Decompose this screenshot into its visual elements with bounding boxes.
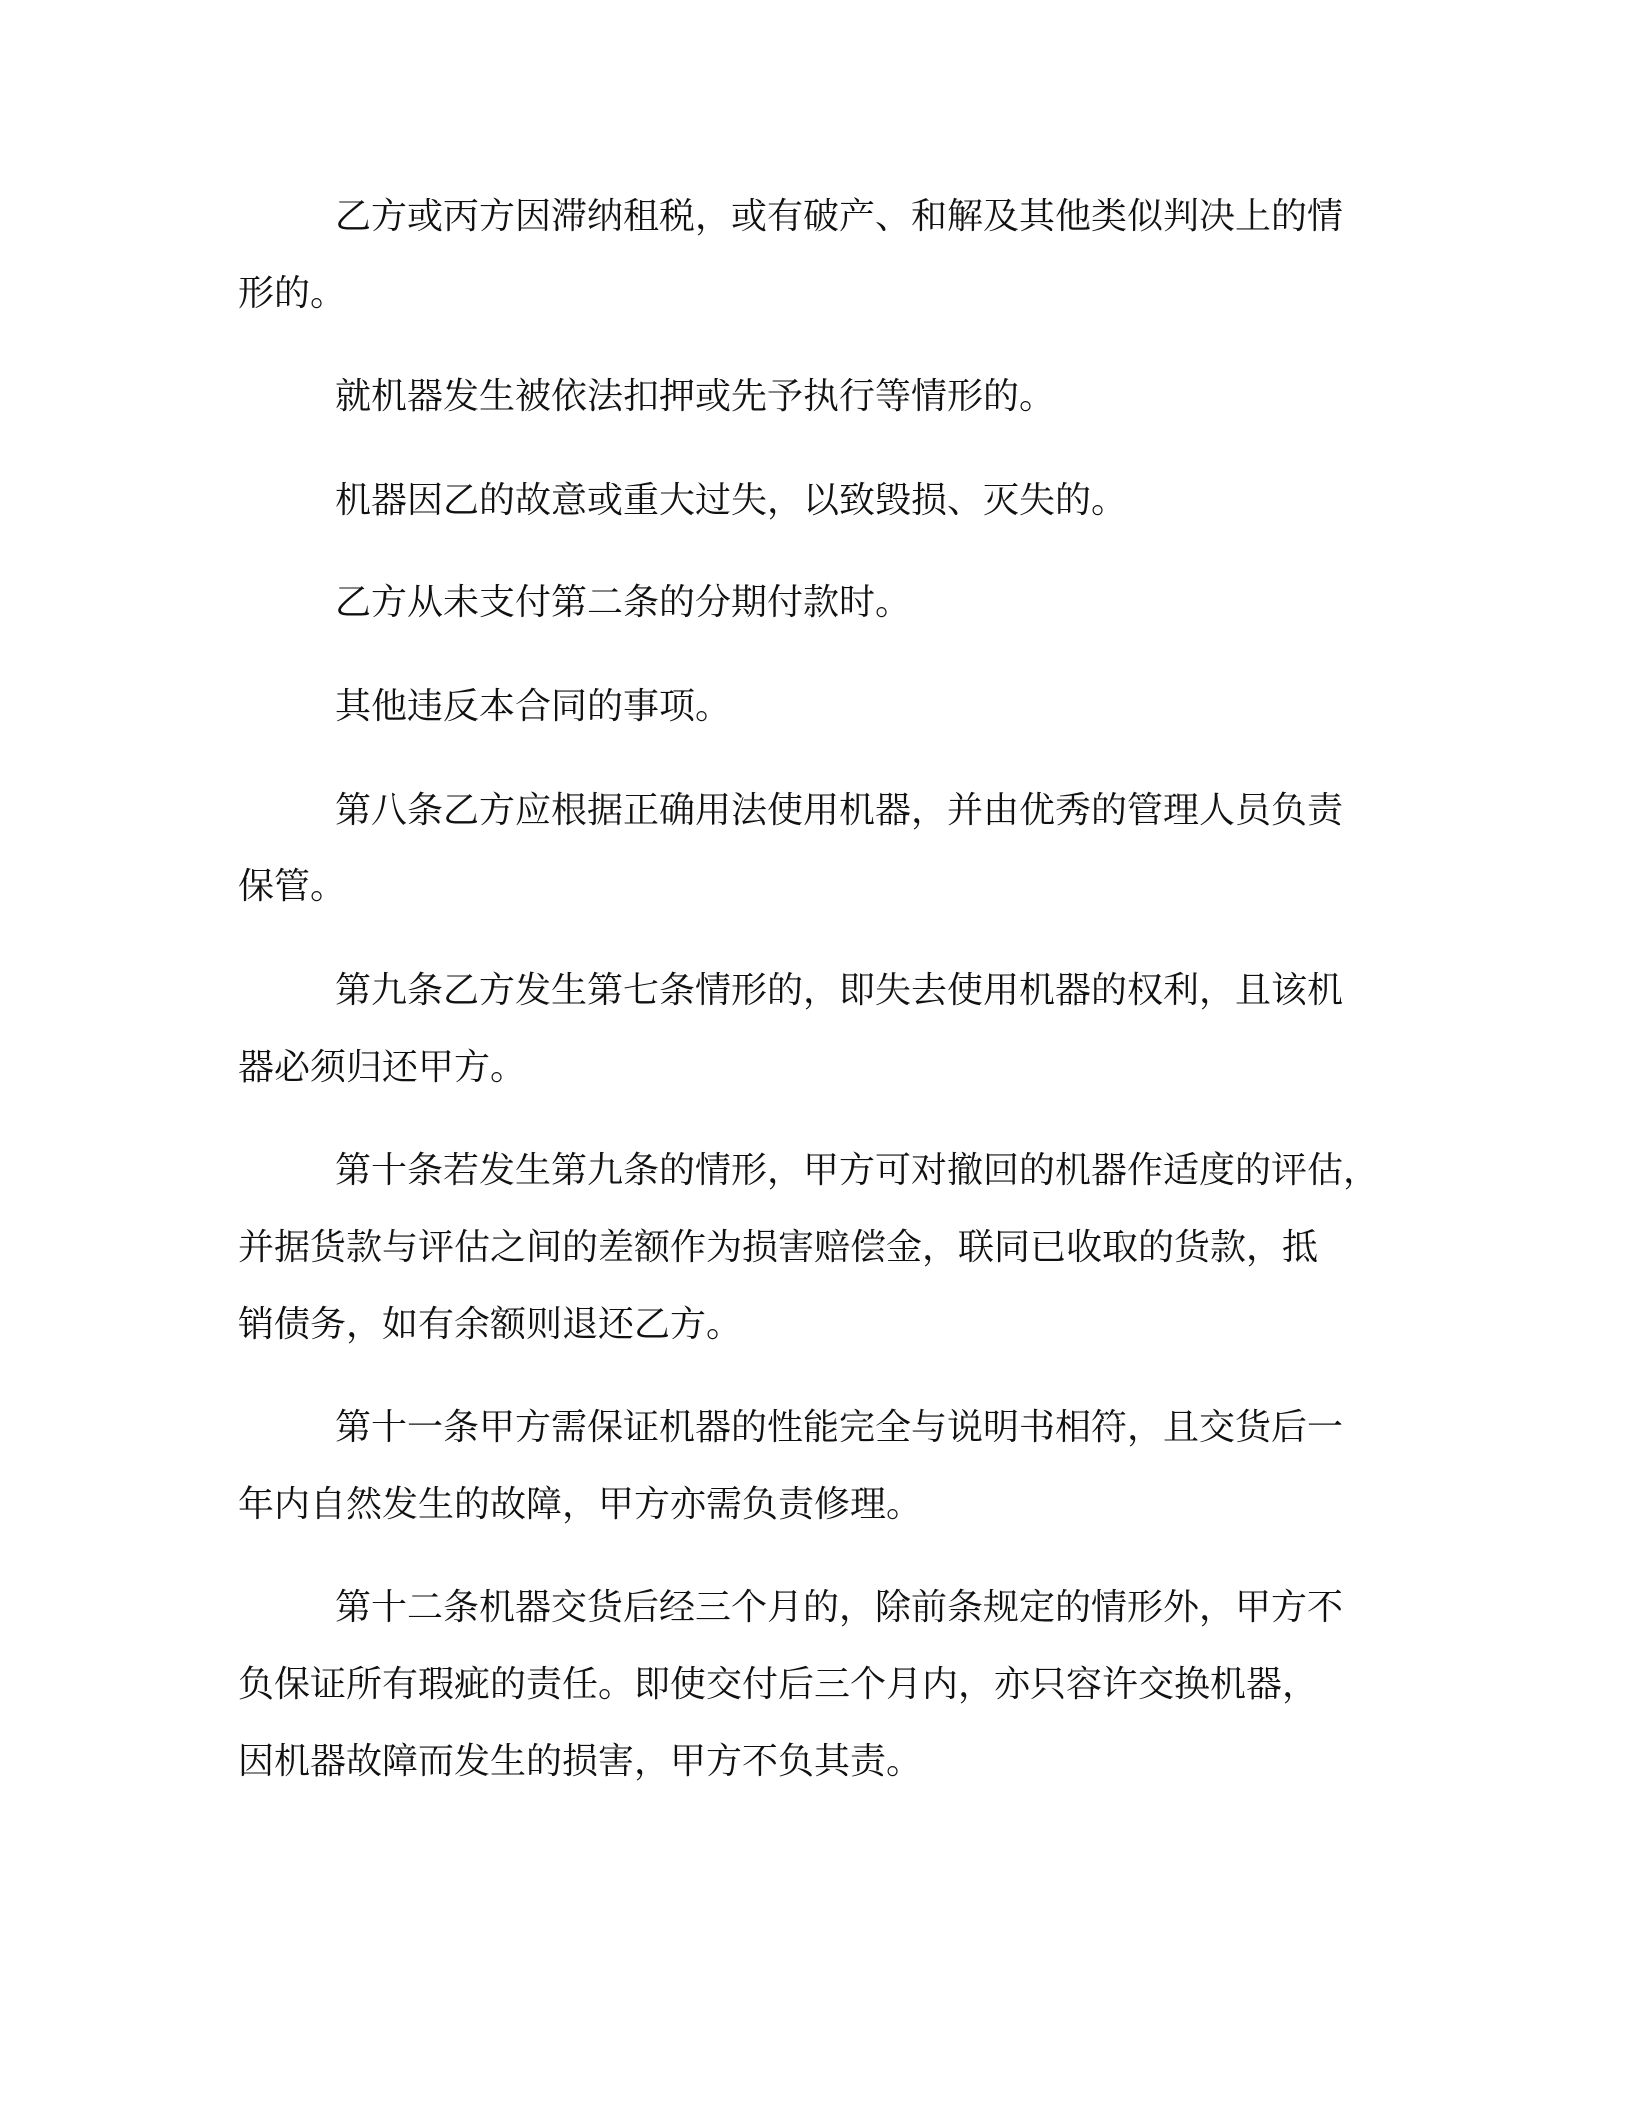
text-line: 第十条若发生第九条的情形，甲方可对撤回的机器作适度的评估， [335, 1150, 1380, 1191]
text-line: 就机器发生被依法扣押或先予执行等情形的。 [335, 376, 1056, 417]
text-line: 乙方从未支付第二条的分期付款时。 [335, 582, 912, 623]
text-line: 第八条乙方应根据正确用法使用机器，并由优秀的管理人员负责 [335, 790, 1344, 831]
text-line: 乙方或丙方因滞纳租税，或有破产、和解及其他类似判决上的情 [335, 196, 1344, 237]
text-line: 器必须归还甲方。 [238, 1047, 527, 1088]
text-line: 其他违反本合同的事项。 [335, 686, 732, 727]
text-line: 第十一条甲方需保证机器的性能完全与说明书相符，且交货后一 [335, 1407, 1344, 1448]
text-line: 年内自然发生的故障，甲方亦需负责修理。 [238, 1484, 923, 1525]
text-line: 形的。 [238, 273, 347, 314]
text-line: 并据货款与评估之间的差额作为损害赔偿金，联同已收取的货款，抵 [238, 1227, 1319, 1268]
text-line: 机器因乙的故意或重大过失，以致毁损、灭失的。 [335, 480, 1128, 521]
text-line: 销债务，如有余额则退还乙方。 [238, 1304, 743, 1345]
text-line: 因机器故障而发生的损害，甲方不负其责。 [238, 1741, 923, 1782]
text-line: 第九条乙方发生第七条情形的，即失去使用机器的权利，且该机 [335, 970, 1344, 1011]
text-line: 负保证所有瑕疵的责任。即使交付后三个月内，亦只容许交换机器， [238, 1664, 1319, 1705]
text-line: 第十二条机器交货后经三个月的，除前条规定的情形外，甲方不 [335, 1587, 1344, 1628]
text-line: 保管。 [238, 866, 347, 907]
